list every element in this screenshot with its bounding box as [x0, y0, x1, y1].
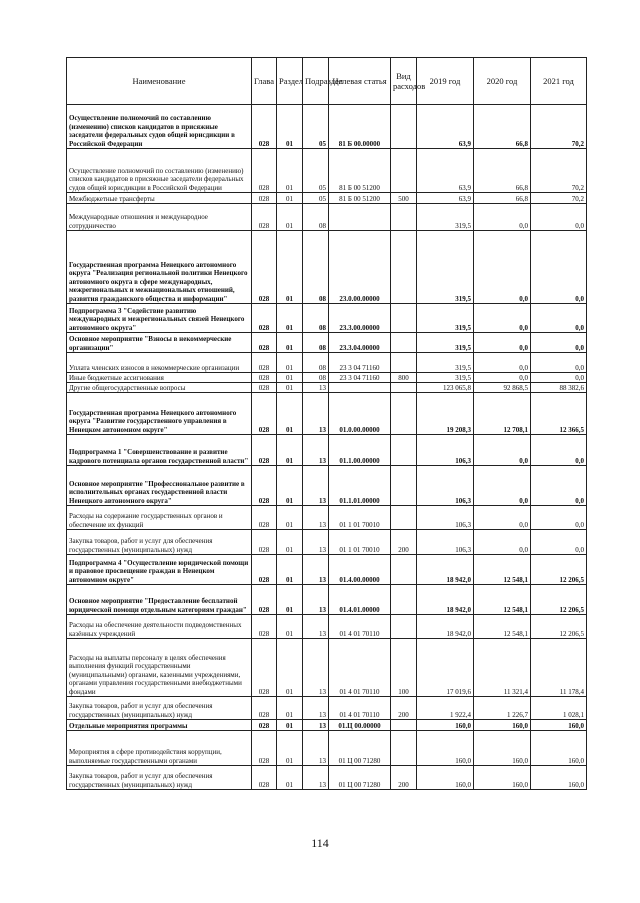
cell-2021: 0,0 [531, 353, 587, 373]
cell-section: 01 [277, 766, 303, 790]
cell-name: Расходы на обеспечение деятельности подведомственных казённых учреждений [67, 615, 252, 639]
cell-chapter: 028 [252, 333, 277, 353]
cell-name: Расходы на выплаты персоналу в целях обеспечения выполнения функций государственными (муниципальными) органами, казенными учреждениями, органами управления государственными внебюджетными фондами [67, 639, 252, 697]
cell-chapter: 028 [252, 615, 277, 639]
cell-2021: 0,0 [531, 204, 587, 231]
page-number: 114 [311, 836, 329, 850]
header-chapter: Глава [252, 58, 277, 105]
cell-2020: 12 548,1 [474, 555, 531, 585]
cell-chapter: 028 [252, 353, 277, 373]
cell-2020: 160,0 [474, 720, 531, 731]
cell-chapter: 028 [252, 435, 277, 466]
table-row [67, 639, 587, 697]
cell-subsection: 05 [303, 193, 329, 204]
cell-chapter: 028 [252, 506, 277, 530]
cell-subsection: 13 [303, 555, 329, 585]
table-row [67, 383, 587, 393]
cell-target-article: 01 1 01 70010 [329, 506, 391, 530]
cell-section: 01 [277, 204, 303, 231]
cell-2020: 12 708,1 [474, 393, 531, 435]
cell-name: Отдельные мероприятия программы [67, 720, 252, 731]
cell-expense-type: 800 [391, 373, 417, 383]
cell-target-article: 23.0.00.00000 [329, 231, 391, 304]
cell-2019: 160,0 [417, 731, 474, 766]
cell-2020: 0,0 [474, 204, 531, 231]
cell-2019: 1 922,4 [417, 697, 474, 720]
table-row [67, 353, 587, 373]
cell-2021: 12 206,5 [531, 615, 587, 639]
cell-subsection: 13 [303, 466, 329, 506]
cell-2020: 66,8 [474, 193, 531, 204]
cell-2019: 106,3 [417, 435, 474, 466]
cell-target-article: 01.0.00.00000 [329, 393, 391, 435]
table-row [67, 304, 587, 333]
cell-chapter: 028 [252, 373, 277, 383]
cell-2019: 18 942,0 [417, 615, 474, 639]
cell-subsection: 13 [303, 697, 329, 720]
cell-2021: 0,0 [531, 506, 587, 530]
cell-name: Закупка товаров, работ и услуг для обеспечения государственных (муниципальных) нужд [67, 697, 252, 720]
table-row [67, 333, 587, 353]
cell-section: 01 [277, 105, 303, 149]
budget-table [66, 57, 587, 790]
cell-section: 01 [277, 393, 303, 435]
cell-target-article: 01.4.00.00000 [329, 555, 391, 585]
cell-section: 01 [277, 506, 303, 530]
table-row [67, 105, 587, 149]
cell-2021: 0,0 [531, 530, 587, 555]
cell-chapter: 028 [252, 530, 277, 555]
table-row [67, 435, 587, 466]
cell-name: Осуществление полномочий по составлению (изменению) списков кандидатов в присяжные заседатели федеральных судов общей юрисдикции в Российской Федерации [67, 105, 252, 149]
table-row [67, 193, 587, 204]
table-row [67, 555, 587, 585]
cell-expense-type: 200 [391, 530, 417, 555]
cell-expense-type [391, 393, 417, 435]
cell-2019: 160,0 [417, 766, 474, 790]
cell-2019: 123 065,8 [417, 383, 474, 393]
table-header-row [67, 58, 587, 105]
cell-section: 01 [277, 383, 303, 393]
cell-2019: 319,5 [417, 333, 474, 353]
cell-subsection: 13 [303, 506, 329, 530]
cell-expense-type: 200 [391, 766, 417, 790]
cell-chapter: 028 [252, 555, 277, 585]
cell-expense-type [391, 435, 417, 466]
cell-section: 01 [277, 555, 303, 585]
cell-2021: 12 206,5 [531, 555, 587, 585]
table-row [67, 615, 587, 639]
cell-subsection: 13 [303, 766, 329, 790]
cell-2021: 70,2 [531, 105, 587, 149]
cell-2019: 63,9 [417, 193, 474, 204]
cell-name: Межбюджетные трансферты [67, 193, 252, 204]
cell-expense-type [391, 731, 417, 766]
cell-subsection: 13 [303, 530, 329, 555]
cell-2020: 0,0 [474, 333, 531, 353]
cell-target-article: 01.1.01.00000 [329, 466, 391, 506]
cell-chapter: 028 [252, 731, 277, 766]
cell-chapter: 028 [252, 466, 277, 506]
cell-2019: 106,3 [417, 506, 474, 530]
cell-2020: 0,0 [474, 304, 531, 333]
table-row [67, 766, 587, 790]
cell-section: 01 [277, 353, 303, 373]
cell-expense-type: 100 [391, 639, 417, 697]
cell-section: 01 [277, 304, 303, 333]
cell-chapter: 028 [252, 149, 277, 193]
cell-subsection: 13 [303, 585, 329, 615]
cell-2021: 11 178,4 [531, 639, 587, 697]
header-section: Раздел [277, 58, 303, 105]
cell-section: 01 [277, 697, 303, 720]
cell-2021: 12 206,5 [531, 585, 587, 615]
table-row [67, 720, 587, 731]
cell-subsection: 13 [303, 383, 329, 393]
table-row [67, 506, 587, 530]
cell-subsection: 05 [303, 105, 329, 149]
cell-2020: 92 868,5 [474, 383, 531, 393]
cell-subsection: 13 [303, 393, 329, 435]
cell-2021: 0,0 [531, 333, 587, 353]
table-row [67, 466, 587, 506]
cell-2020: 66,8 [474, 105, 531, 149]
cell-name: Мероприятия в сфере противодействия коррупции, выполняемые государственными органами [67, 731, 252, 766]
cell-2020: 1 226,7 [474, 697, 531, 720]
cell-expense-type [391, 466, 417, 506]
cell-expense-type [391, 204, 417, 231]
table-row [67, 697, 587, 720]
cell-section: 01 [277, 731, 303, 766]
cell-section: 01 [277, 466, 303, 506]
cell-target-article [329, 204, 391, 231]
cell-target-article: 01 4 01 70110 [329, 615, 391, 639]
cell-target-article: 23.3.04.00000 [329, 333, 391, 353]
cell-2020: 160,0 [474, 766, 531, 790]
cell-target-article: 01 4 01 70110 [329, 639, 391, 697]
cell-2020: 0,0 [474, 530, 531, 555]
cell-chapter: 028 [252, 639, 277, 697]
cell-2020: 0,0 [474, 506, 531, 530]
cell-name: Основное мероприятие "Предоставление бесплатной юридической помощи отдельным категориям граждан" [67, 585, 252, 615]
table-row [67, 231, 587, 304]
cell-expense-type: 200 [391, 697, 417, 720]
cell-chapter: 028 [252, 105, 277, 149]
cell-name: Подпрограмма 4 "Осуществление юридической помощи и правовое просвещение граждан в Ненецком автономном округе" [67, 555, 252, 585]
cell-expense-type [391, 333, 417, 353]
cell-chapter: 028 [252, 766, 277, 790]
cell-subsection: 08 [303, 373, 329, 383]
cell-2021: 88 382,6 [531, 383, 587, 393]
cell-2019: 18 942,0 [417, 555, 474, 585]
cell-2021: 1 028,1 [531, 697, 587, 720]
cell-expense-type [391, 585, 417, 615]
cell-2019: 160,0 [417, 720, 474, 731]
cell-expense-type [391, 383, 417, 393]
cell-2021: 12 366,5 [531, 393, 587, 435]
table-row [67, 731, 587, 766]
cell-expense-type [391, 555, 417, 585]
header-name: Наименование [67, 58, 252, 105]
cell-chapter: 028 [252, 585, 277, 615]
header-2021: 2021 год [531, 58, 587, 105]
cell-chapter: 028 [252, 383, 277, 393]
cell-section: 01 [277, 435, 303, 466]
cell-2020: 0,0 [474, 353, 531, 373]
cell-2020: 160,0 [474, 731, 531, 766]
cell-2020: 0,0 [474, 435, 531, 466]
table-row [67, 585, 587, 615]
cell-2021: 70,2 [531, 193, 587, 204]
cell-2021: 70,2 [531, 149, 587, 193]
cell-2020: 12 548,1 [474, 585, 531, 615]
cell-target-article: 01 4 01 70110 [329, 697, 391, 720]
cell-target-article: 23 3 04 71160 [329, 353, 391, 373]
cell-2019: 63,9 [417, 149, 474, 193]
cell-chapter: 028 [252, 204, 277, 231]
cell-2021: 160,0 [531, 720, 587, 731]
cell-target-article: 01 Ц 00 71280 [329, 766, 391, 790]
cell-2019: 319,5 [417, 353, 474, 373]
cell-2019: 319,5 [417, 204, 474, 231]
cell-name: Государственная программа Ненецкого автономного округа "Реализация региональной политики Ненецкого автономного округа в сфере международных, межрегиональных и межнациональных отношений, развития гражданского общества и информации" [67, 231, 252, 304]
cell-subsection: 08 [303, 353, 329, 373]
cell-expense-type [391, 353, 417, 373]
cell-name: Основное мероприятие "Взносы в некоммерческие организации" [67, 333, 252, 353]
cell-2019: 106,3 [417, 466, 474, 506]
cell-2019: 19 208,3 [417, 393, 474, 435]
cell-section: 01 [277, 639, 303, 697]
cell-chapter: 028 [252, 231, 277, 304]
cell-expense-type: 500 [391, 193, 417, 204]
cell-name: Закупка товаров, работ и услуг для обеспечения государственных (муниципальных) нужд [67, 530, 252, 555]
cell-expense-type [391, 304, 417, 333]
cell-section: 01 [277, 193, 303, 204]
cell-name: Подпрограмма 1 "Совершенствование и развитие кадрового потенциала органов государственной власти" [67, 435, 252, 466]
cell-2021: 0,0 [531, 435, 587, 466]
cell-2021: 0,0 [531, 304, 587, 333]
table-row [67, 149, 587, 193]
cell-subsection: 13 [303, 639, 329, 697]
cell-section: 01 [277, 530, 303, 555]
cell-2020: 66,8 [474, 149, 531, 193]
cell-target-article: 01 Ц 00 71280 [329, 731, 391, 766]
cell-2021: 0,0 [531, 231, 587, 304]
cell-chapter: 028 [252, 393, 277, 435]
cell-2021: 0,0 [531, 466, 587, 506]
cell-2020: 11 321,4 [474, 639, 531, 697]
cell-2020: 0,0 [474, 373, 531, 383]
cell-name: Расходы на содержание государственных органов и обеспечение их функций [67, 506, 252, 530]
cell-name: Подпрограмма 3 "Содействие развитию международных и межрегиональных связей Ненецкого автономного округа" [67, 304, 252, 333]
header-expense-type: Вид расходов [391, 58, 417, 105]
cell-section: 01 [277, 373, 303, 383]
header-subsection: Подраздел [303, 58, 329, 105]
cell-section: 01 [277, 585, 303, 615]
cell-2019: 106,3 [417, 530, 474, 555]
cell-name: Основное мероприятие "Профессиональное развитие в исполнительных органах государственной власти Ненецкого автономного округа" [67, 466, 252, 506]
cell-subsection: 13 [303, 615, 329, 639]
cell-expense-type [391, 149, 417, 193]
cell-expense-type [391, 231, 417, 304]
cell-section: 01 [277, 615, 303, 639]
cell-target-article: 01 1 01 70010 [329, 530, 391, 555]
header-2020: 2020 год [474, 58, 531, 105]
cell-expense-type [391, 105, 417, 149]
cell-expense-type [391, 506, 417, 530]
header-target-article: Целевая статья [329, 58, 391, 105]
cell-section: 01 [277, 333, 303, 353]
cell-target-article: 01.1.00.00000 [329, 435, 391, 466]
cell-2019: 63,9 [417, 105, 474, 149]
table-row [67, 393, 587, 435]
cell-expense-type [391, 615, 417, 639]
table-body [67, 105, 587, 790]
cell-2021: 0,0 [531, 373, 587, 383]
cell-expense-type [391, 720, 417, 731]
cell-target-article: 81 Б 00 51200 [329, 193, 391, 204]
cell-name: Осуществление полномочий по составлению (изменению) списков кандидатов в присяжные заседатели федеральных судов общей юрисдикции в Российской Федерации [67, 149, 252, 193]
cell-target-article [329, 383, 391, 393]
table-row [67, 204, 587, 231]
cell-section: 01 [277, 149, 303, 193]
cell-chapter: 028 [252, 720, 277, 731]
cell-name: Иные бюджетные ассигнования [67, 373, 252, 383]
cell-2019: 319,5 [417, 304, 474, 333]
header-2019: 2019 год [417, 58, 474, 105]
cell-target-article: 01.Ц 00.00000 [329, 720, 391, 731]
cell-chapter: 028 [252, 193, 277, 204]
cell-subsection: 08 [303, 304, 329, 333]
cell-2020: 0,0 [474, 466, 531, 506]
cell-name: Международные отношения и международное сотрудничество [67, 204, 252, 231]
cell-section: 01 [277, 231, 303, 304]
cell-2019: 319,5 [417, 231, 474, 304]
cell-target-article: 01.4.01.00000 [329, 585, 391, 615]
cell-subsection: 13 [303, 435, 329, 466]
cell-chapter: 028 [252, 304, 277, 333]
cell-target-article: 23.3.00.00000 [329, 304, 391, 333]
cell-chapter: 028 [252, 697, 277, 720]
cell-2021: 160,0 [531, 731, 587, 766]
cell-2021: 160,0 [531, 766, 587, 790]
cell-subsection: 08 [303, 333, 329, 353]
cell-2019: 17 019,6 [417, 639, 474, 697]
cell-subsection: 08 [303, 204, 329, 231]
cell-name: Уплата членских взносов в некоммерческие организации [67, 353, 252, 373]
cell-subsection: 08 [303, 231, 329, 304]
cell-target-article: 81 Б 00.00000 [329, 105, 391, 149]
cell-target-article: 81 Б 00 51200 [329, 149, 391, 193]
cell-name: Закупка товаров, работ и услуг для обеспечения государственных (муниципальных) нужд [67, 766, 252, 790]
cell-target-article: 23 3 04 71160 [329, 373, 391, 383]
cell-2020: 12 548,1 [474, 615, 531, 639]
cell-subsection: 13 [303, 731, 329, 766]
table-row [67, 373, 587, 383]
cell-section: 01 [277, 720, 303, 731]
cell-2019: 319,5 [417, 373, 474, 383]
cell-name: Другие общегосударственные вопросы [67, 383, 252, 393]
cell-name: Государственная программа Ненецкого автономного округа "Развитие государственного управления в Ненецком автономном округе" [67, 393, 252, 435]
table-row [67, 530, 587, 555]
cell-subsection: 05 [303, 149, 329, 193]
cell-2020: 0,0 [474, 231, 531, 304]
cell-2019: 18 942,0 [417, 585, 474, 615]
cell-subsection: 13 [303, 720, 329, 731]
